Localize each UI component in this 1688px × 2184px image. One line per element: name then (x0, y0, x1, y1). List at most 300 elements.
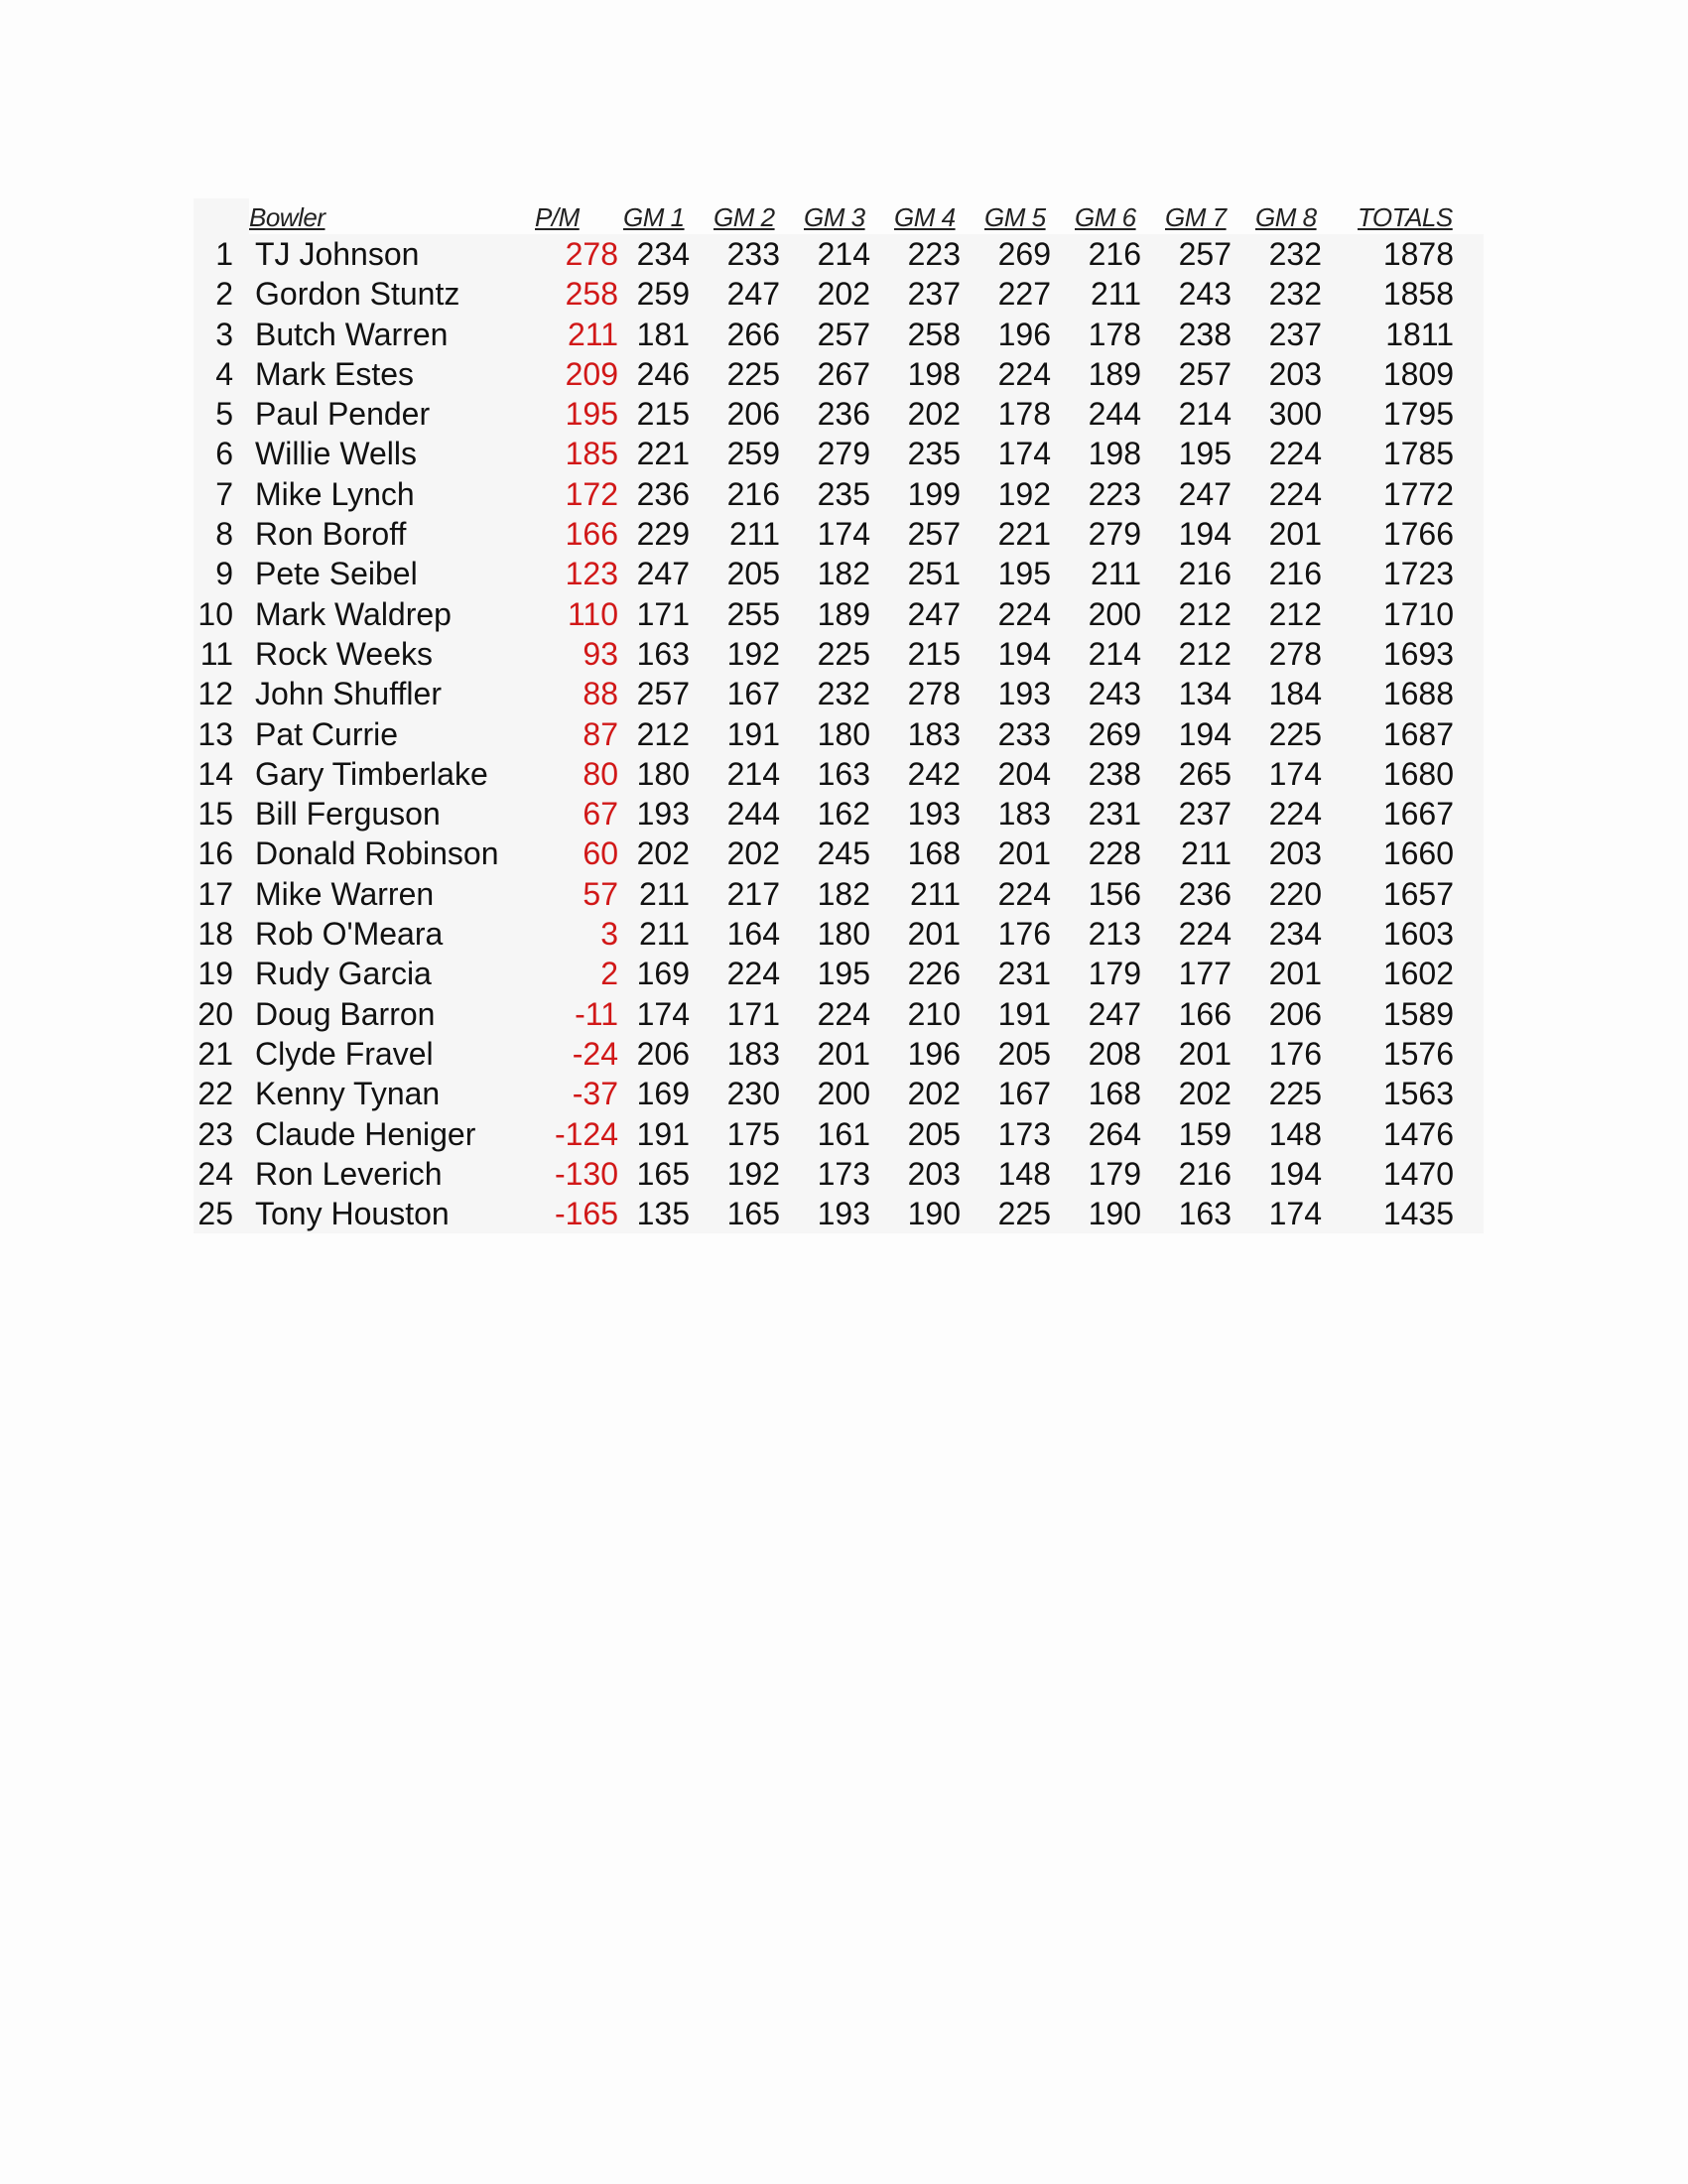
game-2-cell: 216 (726, 475, 780, 512)
game-8-cell: 206 (1268, 995, 1322, 1032)
game-1-cell: 236 (636, 475, 690, 512)
pm-cell: 195 (565, 396, 618, 433)
game-1-cell: 246 (636, 355, 690, 392)
game-8-cell: 174 (1268, 1196, 1322, 1232)
pm-cell: -130 (554, 1155, 618, 1192)
game-1-cell: 247 (636, 556, 690, 592)
game-5-cell: 224 (997, 355, 1051, 392)
header-gm-1: GM 1 (623, 202, 685, 232)
total-cell: 1687 (1382, 715, 1454, 752)
pm-cell: 172 (565, 475, 618, 512)
game-8-cell: 148 (1268, 1115, 1322, 1152)
game-6-cell: 279 (1088, 516, 1141, 553)
standings-table (194, 198, 1484, 1233)
table-row (194, 914, 1484, 954)
game-2-cell: 167 (726, 676, 780, 712)
table-row (194, 514, 1484, 554)
game-2-cell: 192 (726, 635, 780, 672)
game-7-cell: 243 (1178, 276, 1232, 313)
game-1-cell: 221 (636, 436, 690, 472)
bowler-name-cell: Ron Leverich (255, 1155, 443, 1192)
game-6-cell: 208 (1088, 1035, 1141, 1072)
game-8-cell: 232 (1268, 236, 1322, 272)
game-8-cell: 184 (1268, 676, 1322, 712)
game-8-cell: 203 (1268, 835, 1322, 872)
table-row (194, 874, 1484, 914)
game-7-cell: 202 (1178, 1076, 1232, 1112)
game-2-cell: 225 (726, 355, 780, 392)
game-2-cell: 175 (726, 1115, 780, 1152)
game-6-cell: 264 (1088, 1115, 1141, 1152)
game-1-cell: 193 (636, 796, 690, 833)
game-8-cell: 216 (1268, 556, 1322, 592)
total-cell: 1470 (1382, 1155, 1454, 1192)
game-4-cell: 205 (907, 1115, 961, 1152)
game-8-cell: 234 (1268, 916, 1322, 953)
game-6-cell: 269 (1088, 715, 1141, 752)
table-row (194, 714, 1484, 754)
rank-cell: 24 (197, 1155, 233, 1192)
game-7-cell: 159 (1178, 1115, 1232, 1152)
pm-cell: 211 (567, 316, 618, 352)
game-2-cell: 233 (726, 236, 780, 272)
rank-cell: 5 (215, 396, 233, 433)
game-3-cell: 161 (817, 1115, 870, 1152)
game-2-cell: 165 (726, 1196, 780, 1232)
game-8-cell: 224 (1268, 796, 1322, 833)
game-5-cell: 224 (997, 595, 1051, 632)
game-5-cell: 178 (997, 396, 1051, 433)
game-1-cell: 181 (636, 316, 690, 352)
rank-cell: 16 (197, 835, 233, 872)
game-2-cell: 191 (726, 715, 780, 752)
header-gm-8: GM 8 (1255, 202, 1317, 232)
pm-cell: 123 (565, 556, 618, 592)
table-row (194, 994, 1484, 1034)
header-pm: P/M (535, 202, 580, 232)
game-6-cell: 190 (1088, 1196, 1141, 1232)
total-cell: 1858 (1382, 276, 1454, 313)
game-3-cell: 257 (817, 316, 870, 352)
game-2-cell: 217 (726, 875, 780, 912)
game-7-cell: 216 (1178, 556, 1232, 592)
rank-cell: 21 (197, 1035, 233, 1072)
game-6-cell: 156 (1088, 875, 1141, 912)
pm-cell: 258 (565, 276, 618, 313)
game-2-cell: 171 (726, 995, 780, 1032)
game-6-cell: 216 (1088, 236, 1141, 272)
game-8-cell: 278 (1268, 635, 1322, 672)
pm-cell: 93 (583, 635, 618, 672)
table-header-row (249, 198, 1484, 234)
game-6-cell: 247 (1088, 995, 1141, 1032)
rank-cell: 9 (215, 556, 233, 592)
game-1-cell: 206 (636, 1035, 690, 1072)
header-gm-2: GM 2 (714, 202, 775, 232)
game-5-cell: 231 (997, 956, 1051, 992)
bowler-name-cell: Mark Waldrep (255, 595, 452, 632)
game-3-cell: 232 (817, 676, 870, 712)
rank-cell: 7 (215, 475, 233, 512)
pm-cell: 57 (583, 875, 618, 912)
rank-cell: 3 (215, 316, 233, 352)
pm-cell: -11 (575, 995, 618, 1032)
game-4-cell: 202 (907, 396, 961, 433)
total-cell: 1667 (1382, 796, 1454, 833)
pm-cell: 278 (565, 236, 618, 272)
game-8-cell: 174 (1268, 755, 1322, 792)
game-3-cell: 193 (817, 1196, 870, 1232)
game-3-cell: 235 (817, 475, 870, 512)
game-8-cell: 212 (1268, 595, 1322, 632)
game-4-cell: 235 (907, 436, 961, 472)
table-row (194, 274, 1484, 314)
game-1-cell: 234 (636, 236, 690, 272)
bowler-name-cell: Mike Lynch (255, 475, 415, 512)
game-4-cell: 211 (909, 875, 961, 912)
game-1-cell: 211 (638, 916, 690, 953)
bowler-name-cell: Gary Timberlake (255, 755, 488, 792)
game-8-cell: 237 (1268, 316, 1322, 352)
game-5-cell: 221 (997, 516, 1051, 553)
pm-cell: 185 (565, 436, 618, 472)
table-row (194, 834, 1484, 873)
game-6-cell: 198 (1088, 436, 1141, 472)
game-1-cell: 169 (636, 1076, 690, 1112)
game-5-cell: 227 (997, 276, 1051, 313)
game-8-cell: 220 (1268, 875, 1322, 912)
rank-cell: 12 (197, 676, 233, 712)
bowler-name-cell: Ron Boroff (255, 516, 407, 553)
rank-cell: 2 (215, 276, 233, 313)
header-totals: TOTALS (1358, 202, 1453, 232)
table-row (194, 794, 1484, 834)
game-2-cell: 259 (726, 436, 780, 472)
game-5-cell: 196 (997, 316, 1051, 352)
game-1-cell: 169 (636, 956, 690, 992)
game-1-cell: 191 (636, 1115, 690, 1152)
game-3-cell: 202 (817, 276, 870, 313)
game-1-cell: 202 (636, 835, 690, 872)
game-2-cell: 255 (726, 595, 780, 632)
game-7-cell: 212 (1178, 635, 1232, 672)
table-row (194, 234, 1484, 274)
bowler-name-cell: TJ Johnson (255, 236, 420, 272)
bowler-name-cell: Willie Wells (255, 436, 417, 472)
game-3-cell: 189 (817, 595, 870, 632)
rank-cell: 22 (197, 1076, 233, 1112)
game-5-cell: 191 (997, 995, 1051, 1032)
game-3-cell: 214 (817, 236, 870, 272)
table-row (194, 634, 1484, 674)
rank-cell: 6 (215, 436, 233, 472)
game-7-cell: 247 (1178, 475, 1232, 512)
game-1-cell: 171 (636, 595, 690, 632)
total-cell: 1589 (1382, 995, 1454, 1032)
game-8-cell: 225 (1268, 715, 1322, 752)
bowler-name-cell: Claude Heniger (255, 1115, 476, 1152)
game-3-cell: 201 (817, 1035, 870, 1072)
game-5-cell: 192 (997, 475, 1051, 512)
table-row (194, 1154, 1484, 1194)
game-4-cell: 201 (907, 916, 961, 953)
rank-cell: 13 (197, 715, 233, 752)
table-row (194, 394, 1484, 434)
bowler-name-cell: Kenny Tynan (255, 1076, 441, 1112)
game-3-cell: 182 (817, 875, 870, 912)
rank-cell: 1 (215, 236, 233, 272)
rank-cell: 25 (197, 1196, 233, 1232)
game-7-cell: 134 (1178, 676, 1232, 712)
pm-cell: 2 (600, 956, 618, 992)
rank-cell: 23 (197, 1115, 233, 1152)
bowler-name-cell: Gordon Stuntz (255, 276, 460, 313)
game-6-cell: 213 (1088, 916, 1141, 953)
header-gm-7: GM 7 (1165, 202, 1227, 232)
game-2-cell: 211 (728, 516, 780, 553)
game-4-cell: 210 (907, 995, 961, 1032)
table-row (194, 674, 1484, 713)
pm-cell: -37 (572, 1076, 618, 1112)
game-7-cell: 224 (1178, 916, 1232, 953)
game-4-cell: 203 (907, 1155, 961, 1192)
total-cell: 1576 (1382, 1035, 1454, 1072)
game-8-cell: 201 (1268, 956, 1322, 992)
game-4-cell: 199 (907, 475, 961, 512)
game-2-cell: 164 (726, 916, 780, 953)
game-2-cell: 266 (726, 316, 780, 352)
game-8-cell: 203 (1268, 355, 1322, 392)
table-row (194, 554, 1484, 593)
pm-cell: 166 (565, 516, 618, 553)
game-6-cell: 211 (1090, 276, 1141, 313)
header-gm-6: GM 6 (1075, 202, 1136, 232)
game-5-cell: 167 (997, 1076, 1051, 1112)
total-cell: 1878 (1382, 236, 1454, 272)
total-cell: 1657 (1382, 875, 1454, 912)
game-2-cell: 205 (726, 556, 780, 592)
game-6-cell: 178 (1088, 316, 1141, 352)
game-7-cell: 195 (1178, 436, 1232, 472)
game-1-cell: 259 (636, 276, 690, 313)
game-5-cell: 201 (997, 835, 1051, 872)
table-row (194, 1034, 1484, 1074)
game-1-cell: 229 (636, 516, 690, 553)
game-8-cell: 225 (1268, 1076, 1322, 1112)
rank-cell: 18 (197, 916, 233, 953)
game-8-cell: 201 (1268, 516, 1322, 553)
total-cell: 1723 (1382, 556, 1454, 592)
bowler-name-cell: Mike Warren (255, 875, 435, 912)
game-6-cell: 228 (1088, 835, 1141, 872)
game-5-cell: 195 (997, 556, 1051, 592)
game-7-cell: 194 (1178, 715, 1232, 752)
game-8-cell: 300 (1268, 396, 1322, 433)
game-3-cell: 245 (817, 835, 870, 872)
game-2-cell: 206 (726, 396, 780, 433)
pm-cell: 3 (600, 916, 618, 953)
rank-cell: 20 (197, 995, 233, 1032)
game-8-cell: 224 (1268, 436, 1322, 472)
game-6-cell: 211 (1090, 556, 1141, 592)
rank-cell: 8 (215, 516, 233, 553)
total-cell: 1772 (1382, 475, 1454, 512)
game-5-cell: 174 (997, 436, 1051, 472)
game-4-cell: 237 (907, 276, 961, 313)
table-row (194, 754, 1484, 794)
total-cell: 1811 (1385, 316, 1454, 352)
game-8-cell: 232 (1268, 276, 1322, 313)
game-1-cell: 215 (636, 396, 690, 433)
table-row (194, 354, 1484, 394)
game-6-cell: 200 (1088, 595, 1141, 632)
bowler-name-cell: Tony Houston (255, 1196, 450, 1232)
total-cell: 1563 (1382, 1076, 1454, 1112)
game-5-cell: 205 (997, 1035, 1051, 1072)
game-3-cell: 267 (817, 355, 870, 392)
game-4-cell: 183 (907, 715, 961, 752)
game-5-cell: 173 (997, 1115, 1051, 1152)
game-3-cell: 180 (817, 916, 870, 953)
game-7-cell: 257 (1178, 236, 1232, 272)
game-4-cell: 223 (907, 236, 961, 272)
game-2-cell: 192 (726, 1155, 780, 1192)
game-2-cell: 183 (726, 1035, 780, 1072)
game-6-cell: 243 (1088, 676, 1141, 712)
game-3-cell: 163 (817, 755, 870, 792)
game-2-cell: 247 (726, 276, 780, 313)
pm-cell: 80 (583, 755, 618, 792)
game-3-cell: 200 (817, 1076, 870, 1112)
game-3-cell: 195 (817, 956, 870, 992)
table-row (194, 1194, 1484, 1233)
game-6-cell: 168 (1088, 1076, 1141, 1112)
total-cell: 1680 (1382, 755, 1454, 792)
bowler-name-cell: Doug Barron (255, 995, 436, 1032)
game-4-cell: 278 (907, 676, 961, 712)
bowler-name-cell: Pete Seibel (255, 556, 418, 592)
rank-cell: 19 (197, 956, 233, 992)
game-4-cell: 168 (907, 835, 961, 872)
game-2-cell: 230 (726, 1076, 780, 1112)
table-row (194, 1114, 1484, 1154)
game-3-cell: 174 (817, 516, 870, 553)
game-7-cell: 238 (1178, 316, 1232, 352)
game-5-cell: 183 (997, 796, 1051, 833)
bowler-name-cell: Clyde Fravel (255, 1035, 434, 1072)
game-3-cell: 279 (817, 436, 870, 472)
game-1-cell: 135 (636, 1196, 690, 1232)
table-row (194, 594, 1484, 634)
game-4-cell: 198 (907, 355, 961, 392)
table-row (194, 474, 1484, 514)
total-cell: 1476 (1382, 1115, 1454, 1152)
game-5-cell: 225 (997, 1196, 1051, 1232)
game-5-cell: 194 (997, 635, 1051, 672)
game-4-cell: 190 (907, 1196, 961, 1232)
game-2-cell: 224 (726, 956, 780, 992)
game-7-cell: 214 (1178, 396, 1232, 433)
game-6-cell: 231 (1088, 796, 1141, 833)
game-4-cell: 196 (907, 1035, 961, 1072)
pm-cell: 88 (583, 676, 618, 712)
game-6-cell: 214 (1088, 635, 1141, 672)
game-4-cell: 202 (907, 1076, 961, 1112)
game-5-cell: 193 (997, 676, 1051, 712)
game-7-cell: 177 (1178, 956, 1232, 992)
pm-cell: 60 (583, 835, 618, 872)
total-cell: 1660 (1382, 835, 1454, 872)
table-row (194, 1074, 1484, 1113)
game-2-cell: 214 (726, 755, 780, 792)
header-gm-3: GM 3 (804, 202, 865, 232)
game-7-cell: 201 (1178, 1035, 1232, 1072)
rank-cell: 15 (197, 796, 233, 833)
rank-cell: 4 (215, 355, 233, 392)
game-3-cell: 236 (817, 396, 870, 433)
bowler-name-cell: Rudy Garcia (255, 956, 432, 992)
rank-cell: 11 (199, 635, 233, 672)
table-row (194, 954, 1484, 993)
total-cell: 1785 (1382, 436, 1454, 472)
bowler-name-cell: Mark Estes (255, 355, 415, 392)
rank-cell: 17 (197, 875, 233, 912)
game-8-cell: 224 (1268, 475, 1322, 512)
total-cell: 1603 (1382, 916, 1454, 953)
game-3-cell: 162 (817, 796, 870, 833)
total-cell: 1809 (1382, 355, 1454, 392)
total-cell: 1795 (1382, 396, 1454, 433)
game-1-cell: 165 (636, 1155, 690, 1192)
game-2-cell: 244 (726, 796, 780, 833)
bowler-name-cell: Paul Pender (255, 396, 431, 433)
game-6-cell: 179 (1088, 956, 1141, 992)
bowler-name-cell: Pat Currie (255, 715, 399, 752)
total-cell: 1688 (1382, 676, 1454, 712)
header-gm-5: GM 5 (984, 202, 1046, 232)
game-6-cell: 238 (1088, 755, 1141, 792)
pm-cell: 87 (583, 715, 618, 752)
game-7-cell: 237 (1178, 796, 1232, 833)
rank-cell: 14 (197, 755, 233, 792)
game-4-cell: 258 (907, 316, 961, 352)
game-1-cell: 180 (636, 755, 690, 792)
game-6-cell: 179 (1088, 1155, 1141, 1192)
game-1-cell: 257 (636, 676, 690, 712)
game-7-cell: 163 (1178, 1196, 1232, 1232)
bowler-name-cell: Butch Warren (255, 316, 449, 352)
game-4-cell: 193 (907, 796, 961, 833)
game-8-cell: 194 (1268, 1155, 1322, 1192)
table-row (194, 434, 1484, 473)
game-3-cell: 182 (817, 556, 870, 592)
bowler-name-cell: Rock Weeks (255, 635, 434, 672)
game-2-cell: 202 (726, 835, 780, 872)
game-7-cell: 236 (1178, 875, 1232, 912)
game-7-cell: 257 (1178, 355, 1232, 392)
game-5-cell: 269 (997, 236, 1051, 272)
bowler-name-cell: Bill Ferguson (255, 796, 441, 833)
game-5-cell: 233 (997, 715, 1051, 752)
total-cell: 1435 (1382, 1196, 1454, 1232)
game-5-cell: 224 (997, 875, 1051, 912)
game-3-cell: 224 (817, 995, 870, 1032)
pm-cell: -24 (572, 1035, 618, 1072)
header-bowler: Bowler (249, 202, 325, 232)
bowler-name-cell: John Shuffler (255, 676, 442, 712)
game-3-cell: 225 (817, 635, 870, 672)
game-4-cell: 257 (907, 516, 961, 553)
